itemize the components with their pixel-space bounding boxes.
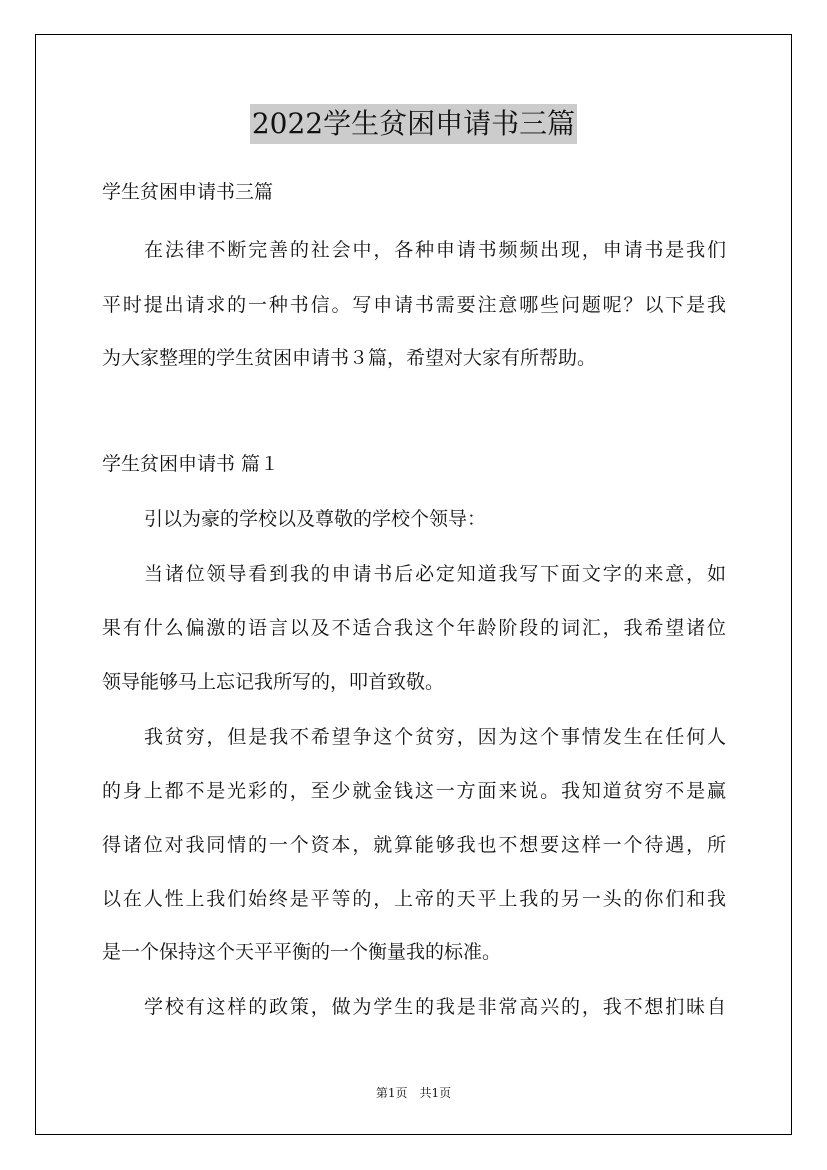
- paragraph-line: 的身上都不是光彩的，至少就金钱这一方面来说。我知道贫穷不是赢: [102, 780, 726, 802]
- paragraph-line: 以在人性上我们始终是平等的，上帝的天平上我的另一头的你们和我: [102, 888, 726, 910]
- paragraph-line: 是一个保持这个天平平衡的一个衡量我的标准。: [102, 941, 502, 963]
- paragraph-line: 学校有这样的政策，做为学生的我是非常高兴的，我不想扪昧自: [144, 996, 726, 1018]
- paragraph-line: 为大家整理的学生贫困申请书３篇，希望对大家有所帮助。: [102, 347, 597, 369]
- document-title: 2022学生贫困申请书三篇: [250, 104, 577, 144]
- page-footer: 第1页 共1页: [375, 1086, 452, 1100]
- paragraph-line: 果有什么偏激的语言以及不适合我这个年龄阶段的词汇，我希望诸位: [102, 617, 726, 639]
- paragraph-line: 在法律不断完善的社会中，各种申请书频频出现，申请书是我们: [144, 239, 726, 261]
- section-heading: 学生贫困申请书三篇: [102, 181, 274, 203]
- paragraph-line: 平时提出请求的一种书信。写申请书需要注意哪些问题呢？以下是我: [102, 294, 726, 316]
- paragraph-line: 当诸位领导看到我的申请书后必定知道我写下面文字的来意，如: [144, 563, 726, 585]
- salutation-line: 引以为豪的学校以及尊敬的学校个领导：: [144, 508, 487, 530]
- section-heading: 学生贫困申请书 篇１: [102, 453, 280, 475]
- paragraph-line: 得诸位对我同情的一个资本，就算能够我也不想要这样一个待遇，所: [102, 834, 726, 856]
- paragraph-line: 领导能够马上忘记我所写的，叩首致敬。: [102, 671, 445, 693]
- title-container: [0, 104, 827, 144]
- paragraph-line: 我贫穷，但是我不希望争这个贫穷，因为这个事情发生在任何人: [144, 726, 726, 748]
